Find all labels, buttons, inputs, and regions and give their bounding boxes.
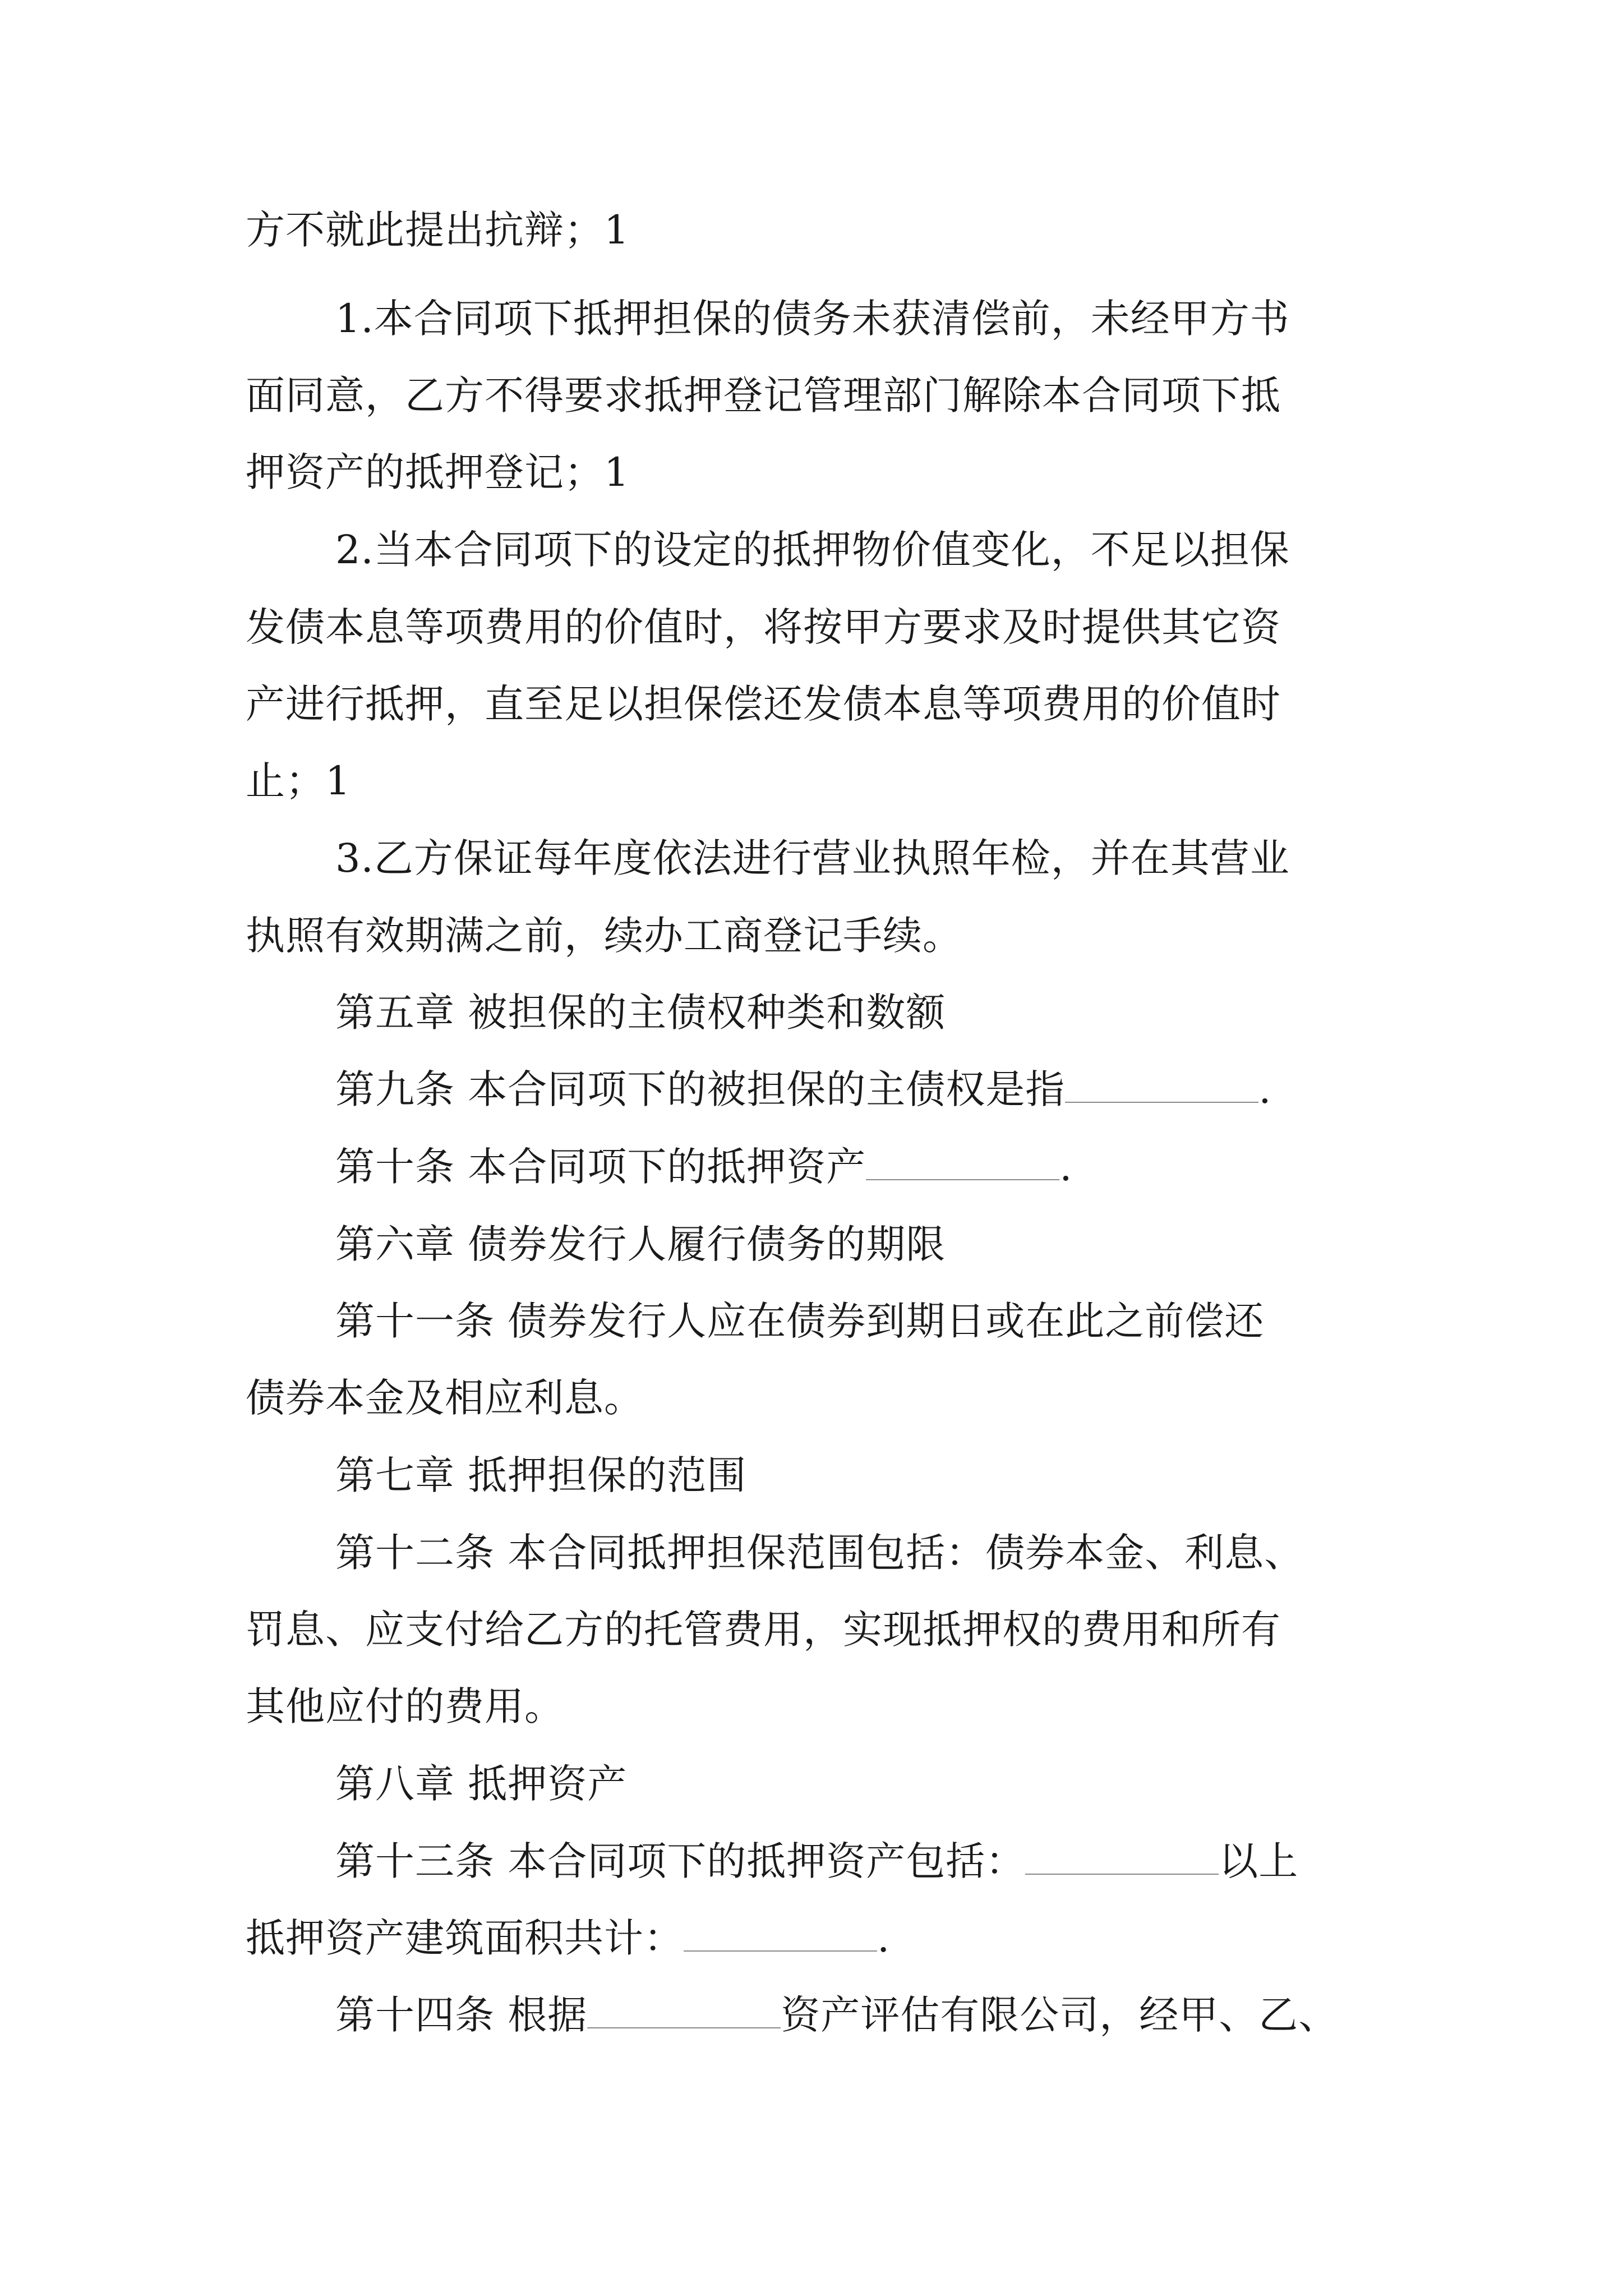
article-text: 第十三条 本合同项下的抵押资产包括： (335, 1838, 1026, 1884)
article-text-continued: 资产评估有限公司，经甲、乙、 (781, 1992, 1339, 2038)
article-line (335, 1144, 1073, 1189)
text-line: 债券本金及相应利息。 (246, 1375, 644, 1421)
text-line: 3.乙方保证每年度依法进行营业执照年检，并在其营业 (335, 835, 1290, 881)
period: . (1059, 1144, 1073, 1190)
text-line: 押资产的抵押登记；1 (246, 449, 630, 495)
article-line (335, 1067, 1272, 1112)
period: . (877, 1915, 891, 1961)
article-text: 抵押资产建筑面积共计： (246, 1915, 684, 1961)
period: . (1258, 1066, 1272, 1112)
fill-in-blank (684, 1918, 877, 1952)
text-line: 2.当本合同项下的设定的抵押物价值变化，不足以担保 (335, 527, 1290, 573)
text-line: 罚息、应支付给乙方的托管费用，实现抵押权的费用和所有 (246, 1607, 1281, 1653)
article-text-continued: 以上 (1219, 1838, 1299, 1884)
article-text: 第十四条 根据 (335, 1992, 588, 2038)
chapter-heading: 第六章 债券发行人履行债务的期限 (335, 1221, 946, 1267)
text-line: 其他应付的费用。 (246, 1683, 564, 1729)
text-line: 面同意，乙方不得要求抵押登记管理部门解除本合同项下抵 (246, 372, 1281, 418)
article-line (335, 1993, 1338, 2037)
chapter-heading: 第七章 抵押担保的范围 (335, 1452, 747, 1498)
text-line: 第十二条 本合同抵押担保范围包括：债券本金、利息、 (335, 1530, 1304, 1576)
article-text: 第九条 本合同项下的被担保的主债权是指 (335, 1066, 1066, 1112)
article-line (246, 1916, 890, 1961)
fill-in-blank (1065, 1069, 1258, 1103)
text-line: 1.本合同项下抵押担保的债务未获清偿前，未经甲方书 (335, 296, 1290, 342)
text-line: 止；1 (246, 758, 351, 804)
fill-in-blank (587, 1995, 781, 2028)
article-text: 第十条 本合同项下的抵押资产 (335, 1144, 866, 1190)
chapter-heading: 第五章 被担保的主债权种类和数额 (335, 990, 946, 1036)
article-line (335, 1839, 1298, 1884)
fill-in-blank (1025, 1841, 1219, 1875)
fill-in-blank (866, 1147, 1059, 1180)
chapter-heading: 第八章 抵押资产 (335, 1761, 628, 1807)
text-line: 执照有效期满之前，续办工商登记手续。 (246, 913, 962, 959)
text-line: 第十一条 债券发行人应在债券到期日或在此之前偿还 (335, 1298, 1265, 1344)
text-line: 发债本息等项费用的价值时，将按甲方要求及时提供其它资 (246, 604, 1281, 650)
text-line: 产进行抵押，直至足以担保偿还发债本息等项费用的价值时 (246, 681, 1281, 727)
text-line: 方不就此提出抗辩；1 (246, 207, 630, 253)
